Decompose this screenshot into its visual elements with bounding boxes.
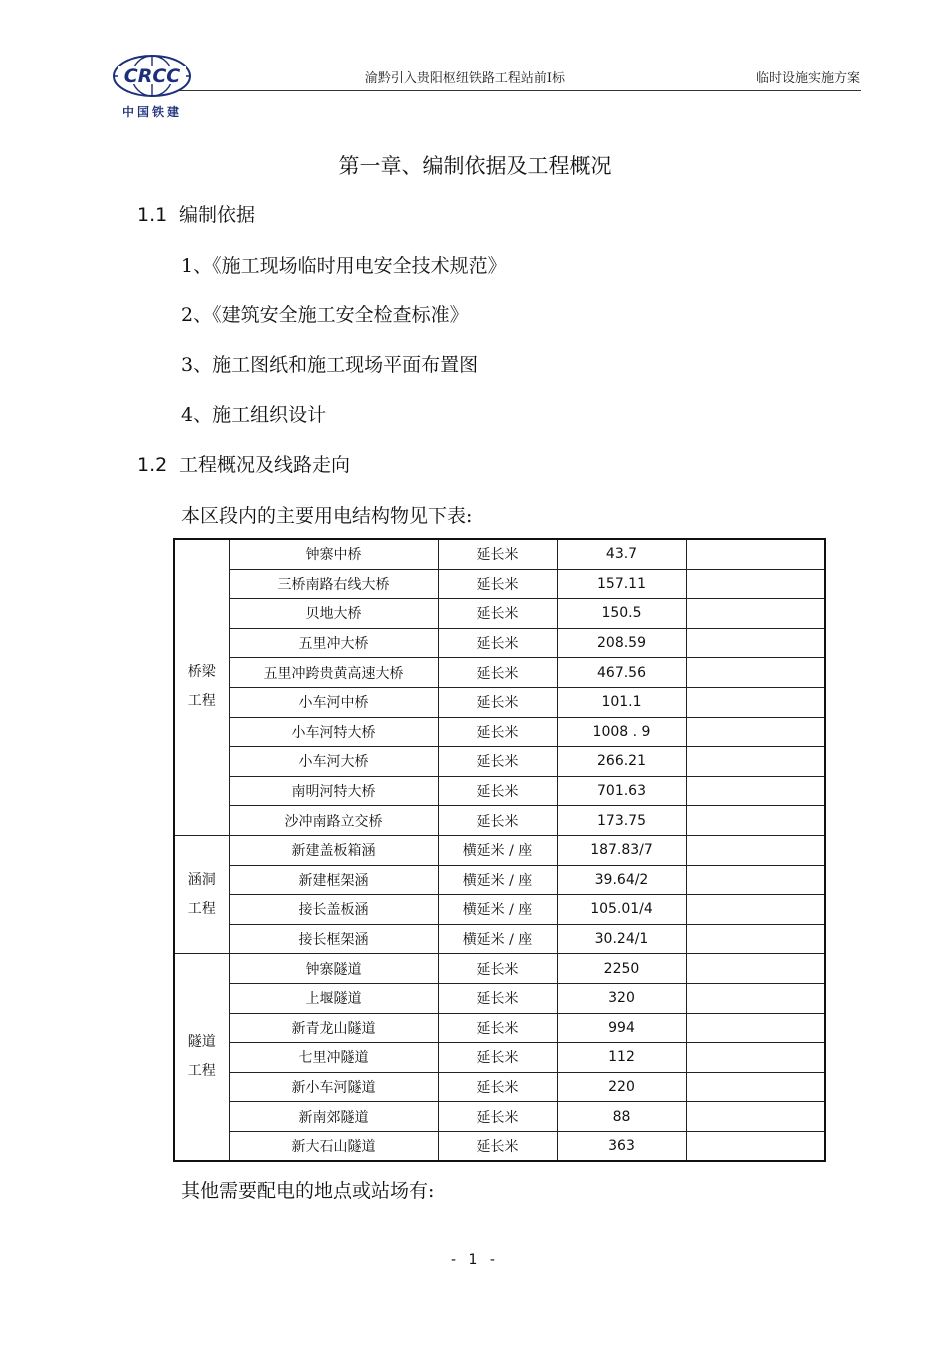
structure-value: 173.75 [557, 806, 686, 836]
group-label: 隧道 工程 [174, 954, 229, 1162]
structure-unit: 延长米 [438, 569, 557, 599]
group-label: 桥梁 工程 [174, 539, 229, 835]
structure-name: 南明河特大桥 [229, 776, 438, 806]
table-row [174, 865, 825, 895]
structure-name: 小车河特大桥 [229, 717, 438, 747]
structure-unit: 延长米 [438, 599, 557, 629]
structure-unit: 延长米 [438, 1072, 557, 1102]
table-row [174, 1102, 825, 1132]
structure-name: 新大石山隧道 [229, 1131, 438, 1161]
basis-item: 2、《建筑安全施工安全检查标准》 [181, 304, 469, 326]
structures-table [173, 538, 826, 1162]
section-number: 1.2 [137, 454, 168, 476]
table-row [174, 1043, 825, 1073]
table-row [174, 747, 825, 777]
structure-value: 2250 [557, 954, 686, 984]
empty-cell [686, 569, 825, 599]
structure-name: 接长框架涵 [229, 924, 438, 954]
empty-cell [686, 1102, 825, 1132]
table-row [174, 628, 825, 658]
empty-cell [686, 1043, 825, 1073]
table-row [174, 658, 825, 688]
structure-name: 贝地大桥 [229, 599, 438, 629]
structure-name: 五里冲跨贵黄高速大桥 [229, 658, 438, 688]
structure-name: 接长盖板涵 [229, 895, 438, 925]
empty-cell [686, 658, 825, 688]
empty-cell [686, 1131, 825, 1161]
empty-cell [686, 599, 825, 629]
structure-unit: 横延米 / 座 [438, 835, 557, 865]
basis-item: 1、《施工现场临时用电安全技术规范》 [181, 255, 507, 277]
header-document-type: 临时设施实施方案 [755, 71, 860, 86]
empty-cell [686, 1072, 825, 1102]
structure-name: 新南郊隧道 [229, 1102, 438, 1132]
table-intro: 本区段内的主要用电结构物见下表: [181, 505, 473, 527]
structure-name: 新青龙山隧道 [229, 1013, 438, 1043]
closing-paragraph: 其他需要配电的地点或站场有: [181, 1180, 435, 1202]
basis-item: 4、施工组织设计 [181, 404, 327, 426]
structure-name: 新建框架涵 [229, 865, 438, 895]
crcc-logo [110, 52, 194, 120]
section-number: 1.1 [137, 204, 168, 226]
empty-cell [686, 1013, 825, 1043]
table-row [174, 1013, 825, 1043]
structure-value: 1008 . 9 [557, 717, 686, 747]
empty-cell [686, 983, 825, 1013]
table-row [174, 924, 825, 954]
structure-unit: 横延米 / 座 [438, 924, 557, 954]
structure-value: 467.56 [557, 658, 686, 688]
structure-unit: 延长米 [438, 717, 557, 747]
table-row [174, 569, 825, 599]
table-row [174, 717, 825, 747]
table-row [174, 1131, 825, 1161]
empty-cell [686, 865, 825, 895]
structure-unit: 延长米 [438, 1043, 557, 1073]
structure-name: 新小车河隧道 [229, 1072, 438, 1102]
chapter-title: 第一章、编制依据及工程概况 [338, 154, 612, 178]
structure-value: 187.83/7 [557, 835, 686, 865]
structure-value: 30.24/1 [557, 924, 686, 954]
structure-value: 105.01/4 [557, 895, 686, 925]
svg-text:中国铁建: 中国铁建 [121, 105, 183, 119]
empty-cell [686, 539, 825, 569]
empty-cell [686, 924, 825, 954]
structure-name: 七里冲隧道 [229, 1043, 438, 1073]
structure-unit: 延长米 [438, 1131, 557, 1161]
header-project-name: 渝黔引入贵阳枢纽铁路工程站前Ⅰ标 [364, 71, 566, 86]
table-row [174, 1072, 825, 1102]
structure-name: 钟寨隧道 [229, 954, 438, 984]
structure-value: 150.5 [557, 599, 686, 629]
structure-unit: 延长米 [438, 687, 557, 717]
table-row [174, 539, 825, 569]
table-row [174, 983, 825, 1013]
structure-value: 208.59 [557, 628, 686, 658]
basis-item: 3、施工图纸和施工现场平面布置图 [181, 354, 479, 376]
section-title: 工程概况及线路走向 [179, 454, 351, 476]
structure-value: 101.1 [557, 687, 686, 717]
empty-cell [686, 628, 825, 658]
empty-cell [686, 806, 825, 836]
structure-unit: 延长米 [438, 539, 557, 569]
table-row [174, 776, 825, 806]
table-row [174, 806, 825, 836]
structure-value: 220 [557, 1072, 686, 1102]
empty-cell [686, 954, 825, 984]
empty-cell [686, 835, 825, 865]
empty-cell [686, 776, 825, 806]
structure-value: 266.21 [557, 747, 686, 777]
structure-name: 沙冲南路立交桥 [229, 806, 438, 836]
structure-name: 新建盖板箱涵 [229, 835, 438, 865]
structure-name: 五里冲大桥 [229, 628, 438, 658]
section-heading-basis [137, 200, 255, 227]
structure-value: 43.7 [557, 539, 686, 569]
structure-unit: 延长米 [438, 954, 557, 984]
structure-unit: 延长米 [438, 747, 557, 777]
structure-unit: 延长米 [438, 628, 557, 658]
group-label: 涵洞 工程 [174, 835, 229, 953]
structure-value: 112 [557, 1043, 686, 1073]
empty-cell [686, 747, 825, 777]
structure-value: 994 [557, 1013, 686, 1043]
svg-text:CRCC: CRCC [123, 65, 181, 87]
header-divider [178, 90, 861, 91]
empty-cell [686, 687, 825, 717]
structure-name: 小车河大桥 [229, 747, 438, 777]
structure-value: 701.63 [557, 776, 686, 806]
structure-unit: 延长米 [438, 1102, 557, 1132]
structure-name: 三桥南路右线大桥 [229, 569, 438, 599]
empty-cell [686, 717, 825, 747]
table-row [174, 687, 825, 717]
structure-unit: 延长米 [438, 806, 557, 836]
structure-value: 157.11 [557, 569, 686, 599]
section-heading-overview [137, 450, 350, 477]
page-number: - 1 - [451, 1252, 499, 1268]
table-row [174, 599, 825, 629]
table-row [174, 835, 825, 865]
table-row [174, 954, 825, 984]
structure-value: 88 [557, 1102, 686, 1132]
table-row [174, 895, 825, 925]
structure-name: 小车河中桥 [229, 687, 438, 717]
structure-unit: 延长米 [438, 983, 557, 1013]
structure-value: 320 [557, 983, 686, 1013]
structure-unit: 横延米 / 座 [438, 895, 557, 925]
structure-unit: 延长米 [438, 658, 557, 688]
empty-cell [686, 895, 825, 925]
structure-value: 39.64/2 [557, 865, 686, 895]
structure-name: 上堰隧道 [229, 983, 438, 1013]
structure-name: 钟寨中桥 [229, 539, 438, 569]
structure-unit: 横延米 / 座 [438, 865, 557, 895]
structure-unit: 延长米 [438, 1013, 557, 1043]
section-title: 编制依据 [179, 204, 256, 226]
structure-value: 363 [557, 1131, 686, 1161]
structure-unit: 延长米 [438, 776, 557, 806]
